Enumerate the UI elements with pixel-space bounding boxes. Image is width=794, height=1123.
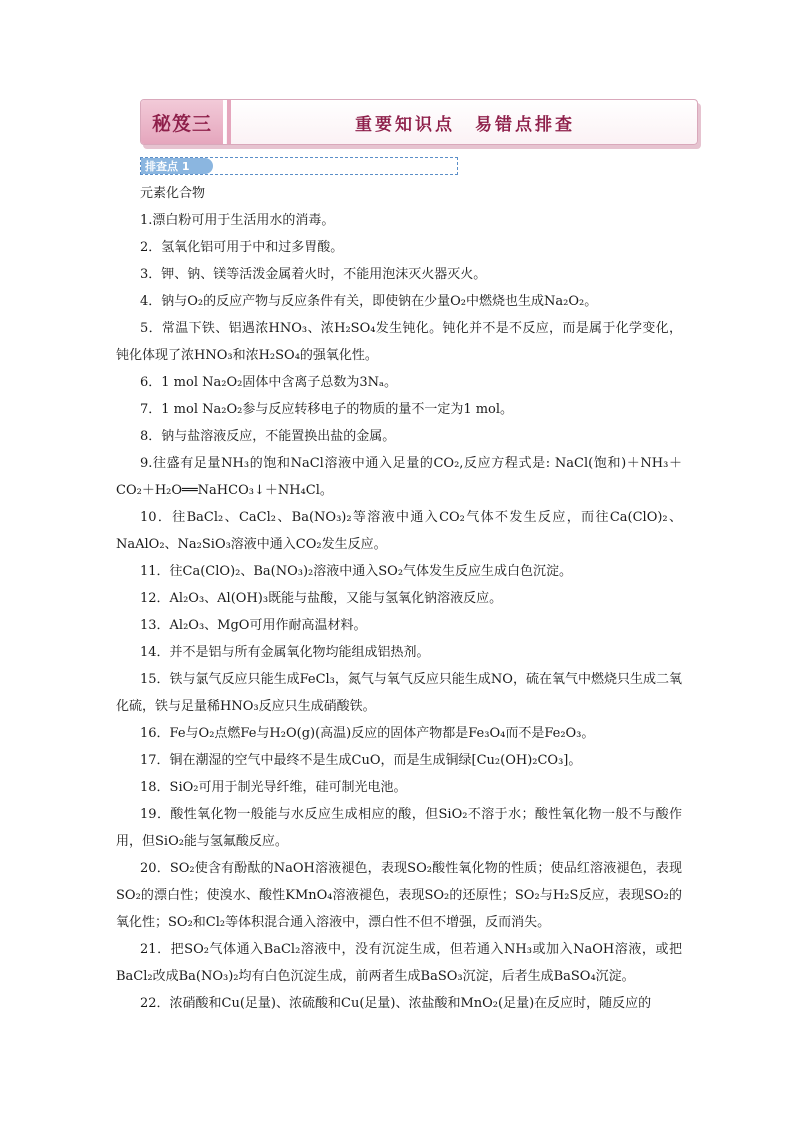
item-5: 5．常温下铁、铝遇浓HNO₃、浓H₂SO₄发生钝化。钝化并不是不反应，而是属于化学变化，钝化体现了浓HNO₃和浓H₂SO₄的强氧化性。 [116,321,682,363]
item-18: 18．SiO₂可用于制光导纤维，硅可制光电池。 [140,780,407,795]
item-6: 6．1 mol Na₂O₂固体中含离子总数为3Nₐ。 [140,375,397,390]
document-body [116,180,682,1017]
section-title: 元素化合物 [140,186,206,201]
item-16: 16．Fe与O₂点燃Fe与H₂O(g)(高温)反应的固体产物都是Fe₃O₄而不是Fe₂O₃。 [140,726,595,741]
item-7: 7．1 mol Na₂O₂参与反应转移电子的物质的量不一定为1 mol。 [140,402,514,417]
item-21: 21．把SO₂气体通入BaCl₂溶液中，没有沉淀生成，但若通入NH₃或加入NaOH溶液，或把BaCl₂改成Ba(NO₃)₂均有白色沉淀生成，前两者生成BaSO₃沉淀，后者生成BaSO₄沉淀。 [116,942,682,984]
item-1: 1.漂白粉可用于生活用水的消毒。 [140,213,335,228]
item-14: 14．并不是铝与所有金属氧化物均能组成铝热剂。 [140,645,430,660]
item-20: 20．SO₂使含有酚酞的NaOH溶液褪色，表现SO₂酸性氧化物的性质；使品红溶液褪色，表现SO₂的漂白性；使溴水、酸性KMnO₄溶液褪色，表现SO₂的还原性；SO₂与H₂S反应，表现SO₂的氧化性；SO₂和Cl₂等体积混合通入溶液中，漂白性不但不增强，反而消失。 [116,861,682,930]
item-22: 22．浓硝酸和Cu(足量)、浓硫酸和Cu(足量)、浓盐酸和MnO₂(足量)在反应时，随反应的 [140,996,652,1011]
item-15: 15．铁与氯气反应只能生成FeCl₃，氮气与氧气反应只能生成NO，硫在氧气中燃烧只生成二氧化硫，铁与足量稀HNO₃反应只生成硝酸铁。 [116,672,682,714]
item-17: 17．铜在潮湿的空气中最终不是生成CuO，而是生成铜绿[Cu₂(OH)₂CO₃]。 [140,753,582,768]
item-8: 8．钠与盐溶液反应，不能置换出盐的金属。 [140,429,396,444]
item-3: 3．钾、钠、镁等活泼金属着火时，不能用泡沫灭火器灭火。 [140,267,487,282]
item-19: 19．酸性氧化物一般能与水反应生成相应的酸，但SiO₂不溶于水；酸性氧化物一般不与酸作用，但SiO₂能与氢氟酸反应。 [116,807,682,849]
banner-title: 重要知识点 易错点排查 [355,114,575,135]
banner-tag: 秘笈三 [141,100,226,144]
item-11: 11．往Ca(ClO)₂、Ba(NO₃)₂溶液中通入SO₂气体发生反应生成白色沉淀。 [140,564,573,579]
section-banner [140,99,698,145]
check-point-box [140,157,458,175]
item-2: 2．氢氧化铝可用于中和过多胃酸。 [140,240,344,255]
banner-stripe [227,100,231,144]
item-4: 4．钠与O₂的反应产物与反应条件有关，即使钠在少量O₂中燃烧也生成Na₂O₂。 [140,294,598,309]
item-9: 9.往盛有足量NH₃的饱和NaCl溶液中通入足量的CO₂,反应方程式是: NaCl(饱和)＋NH₃＋CO₂＋H₂O══NaHCO₃↓＋NH₄Cl。 [116,456,682,498]
check-point-label: 排查点 1 [141,158,213,174]
item-13: 13．Al₂O₃、MgO可用作耐高温材料。 [140,618,367,633]
item-10: 10．往BaCl₂、CaCl₂、Ba(NO₃)₂等溶液中通入CO₂气体不发生反应，而往Ca(ClO)₂、NaAlO₂、Na₂SiO₃溶液中通入CO₂发生反应。 [116,510,682,552]
item-12: 12．Al₂O₃、Al(OH)₃既能与盐酸，又能与氢氧化钠溶液反应。 [140,591,503,606]
